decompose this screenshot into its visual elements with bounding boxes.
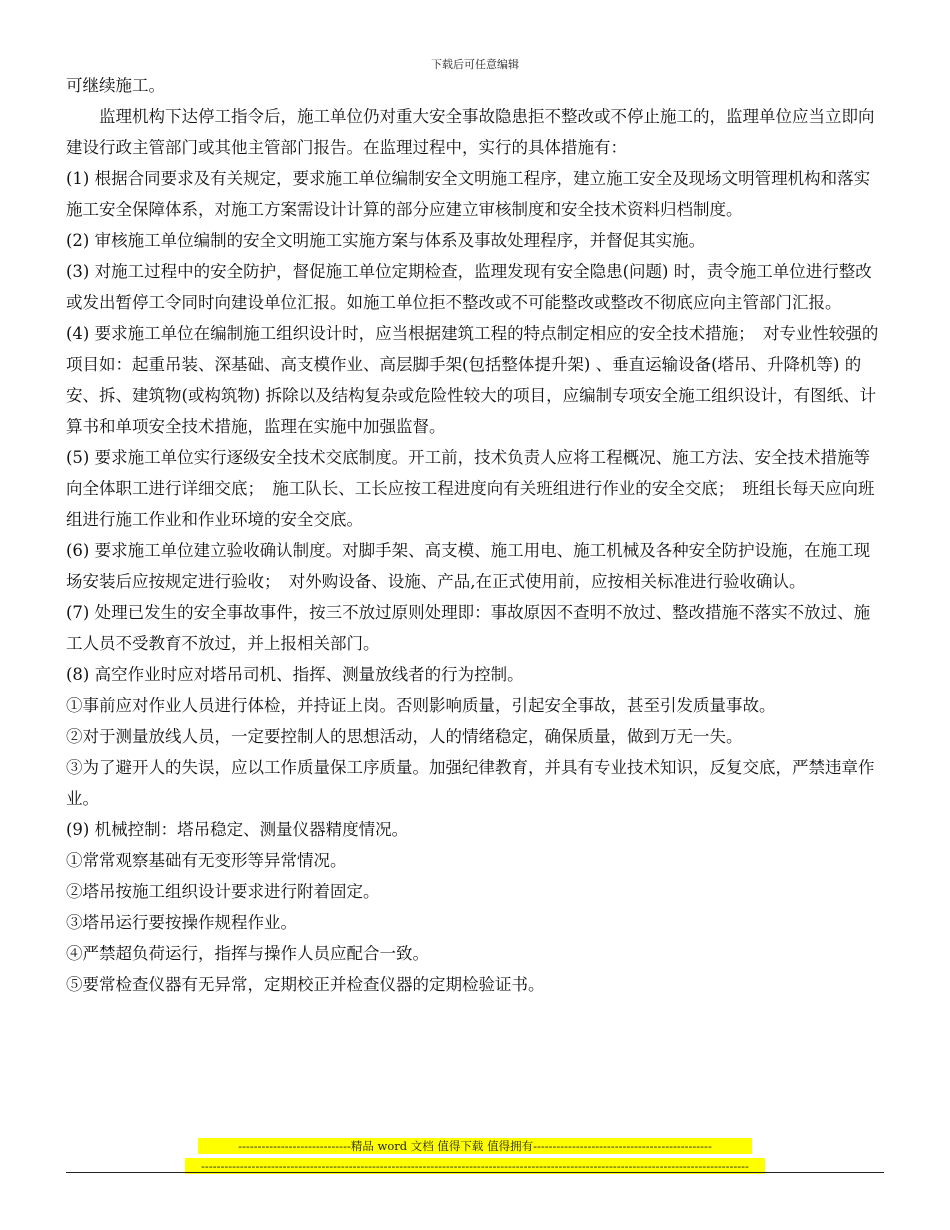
paragraph-item-9-sub-2: ②塔吊按施工组织设计要求进行附着固定。	[66, 882, 380, 901]
paragraph-item-9-sub-3: ③塔吊运行要按操作规程作业。	[66, 913, 297, 932]
paragraph-item-8-sub-2: ②对于测量放线人员，一定要控制人的思想活动，人的情绪稳定，确保质量，做到万无一失。	[66, 727, 743, 746]
paragraph-item-5: (5) 要求施工单位实行逐级安全技术交底制度。开工前，技术负责人应将工程概况、施工方法、安全技术措施等向全体职工进行详细交底； 施工队长、工长应按工程进度向有关班组进行作业的安全交底； 班组长每天应向班组进行施工作业和作业环境的安全交底。	[66, 448, 875, 529]
footer-watermark-line: -----------------------------精品 word 文档 值得下载 值得拥有----------------------------------------------	[198, 1138, 752, 1154]
paragraph-item-8-sub-3: ③为了避开人的失误，应以工作质量保工序质量。加强纪律教育，并具有专业技术知识，反复交底，严禁违章作业。	[66, 758, 875, 808]
paragraph-continuation: 可继续施工。	[66, 76, 165, 95]
footer-divider	[66, 1172, 884, 1173]
paragraph-item-9-sub-1: ①常常观察基础有无变形等异常情况。	[66, 851, 347, 870]
paragraph-item-6: (6) 要求施工单位建立验收确认制度。对脚手架、高支模、施工用电、施工机械及各种安全防护设施，在施工现场安装后应按规定进行验收； 对外购设备、设施、产品,在正式使用前，应按相关标准进行验收确认。	[66, 541, 871, 591]
paragraph-item-9-sub-5: ⑤要常检查仪器有无异常，定期校正并检查仪器的定期检验证书。	[66, 975, 545, 994]
paragraph-item-8: (8) 高空作业时应对塔吊司机、指挥、测量放线者的行为控制。	[66, 665, 524, 684]
paragraph-intro: 监理机构下达停工指令后，施工单位仍对重大安全事故隐患拒不整改或不停止施工的，监理单位应当立即向建设行政主管部门或其他主管部门报告。在监理过程中，实行的具体措施有：	[66, 107, 875, 157]
paragraph-item-7: (7) 处理已发生的安全事故事件，按三不放过原则处理即：事故原因不查明不放过、整改措施不落实不放过、施工人员不受教育不放过，并上报相关部门。	[66, 603, 871, 653]
footer-dashed-line: ---------------------------------------------------------------------------------------------------------------------------------------------	[185, 1158, 765, 1174]
paragraph-item-8-sub-1: ①事前应对作业人员进行体检，并持证上岗。否则影响质量，引起安全事故，甚至引发质量事故。	[66, 696, 776, 715]
paragraph-item-4: (4) 要求施工单位在编制施工组织设计时，应当根据建筑工程的特点制定相应的安全技术措施； 对专业性较强的项目如：起重吊装、深基础、高支模作业、高层脚手架(包括整体提升架) 、垂直运输设备(塔吊、升降机等) 的安、拆、建筑物(或构筑物) 拆除以及结构复杂或危险性较大的项目，应编制专项安全施工组织设计，有图纸、计算书和单项安全技术措施，监理在实施中加强监督。	[66, 324, 879, 436]
paragraph-item-9-sub-4: ④严禁超负荷运行，指挥与操作人员应配合一致。	[66, 944, 429, 963]
paragraph-item-9: (9) 机械控制：塔吊稳定、测量仪器精度情况。	[66, 820, 409, 839]
paragraph-item-1: (1) 根据合同要求及有关规定，要求施工单位编制安全文明施工程序，建立施工安全及现场文明管理机构和落实施工安全保障体系，对施工方案需设计计算的部分应建立审核制度和安全技术资料归档制度。	[66, 169, 871, 219]
document-body	[66, 70, 886, 1000]
page-header: 下载后可任意编辑	[431, 58, 519, 71]
paragraph-item-2: (2) 审核施工单位编制的安全文明施工实施方案与体系及事故处理程序，并督促其实施。	[66, 231, 706, 250]
paragraph-item-3: (3) 对施工过程中的安全防护，督促施工单位定期检查，监理发现有安全隐患(问题) 时，责令施工单位进行整改或发出暂停工令同时向建设单位汇报。如施工单位拒不整改或不可能整改或整改不彻底应向主管部门汇报。	[66, 262, 872, 312]
